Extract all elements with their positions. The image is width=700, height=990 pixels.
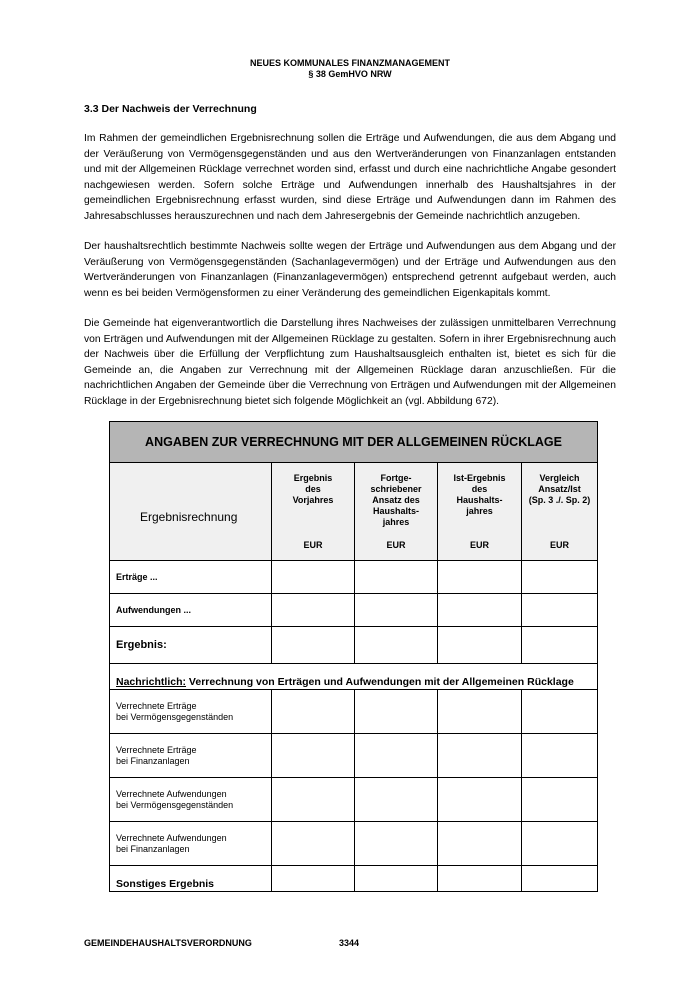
column-unit: EUR: [303, 540, 323, 550]
row-label-ertraege: Erträge ...: [110, 561, 272, 594]
table-cell: [438, 734, 522, 778]
table-cell: [272, 734, 355, 778]
table-cell: [438, 690, 522, 734]
row-label-ergebnis: Ergebnis:: [110, 627, 272, 664]
verrechnung-table: [109, 421, 598, 892]
paragraph-1: Im Rahmen der gemeindlichen Ergebnisrechnung sollen die Erträge und Aufwendungen, die aus dem Abgang und der Veräußerung von Vermögensgegenständen und aus den Wertveränderungen von Finanzanlagen entstanden und mit der Allgemeinen Rücklage verrechnet worden sind, erfasst und durch eine nachrichtliche Angabe gesondert nachgewiesen werden. Sofern solche Erträge und Aufwendungen innerhalb des Haushaltsjahres in der gemeindlichen Ergebnisrechnung erfasst wurden, sind diese Erträge und Aufwendungen dann im Rahmen des Jahresabschlusses herauszurechnen und nach dem Jahresergebnis der Gemeinde nachrichtlich anzugeben.: [84, 133, 616, 222]
table-row-verrechnet-ertraege-vermoegen: [110, 690, 598, 734]
table-cell: [522, 594, 598, 627]
table-cell: [438, 594, 522, 627]
header-line-2: § 38 GemHVO NRW: [308, 69, 392, 79]
table-cell: [522, 627, 598, 664]
column-unit: EUR: [386, 540, 406, 550]
table-row-sonstiges: [110, 866, 598, 892]
table-row-verrechnet-aufwendungen-finanz: [110, 822, 598, 866]
column-header-vorjahr: Ergebnis des Vorjahres EUR: [272, 463, 355, 561]
table-cell: [522, 822, 598, 866]
table-header-row: [110, 463, 598, 561]
row-label-verrechnet: Verrechnete Erträge bei Vermögensgegenständen: [110, 690, 272, 734]
row-label-aufwendungen: Aufwendungen ...: [110, 594, 272, 627]
header-line-1: NEUES KOMMUNALES FINANZMANAGEMENT: [250, 58, 450, 68]
column-unit: EUR: [469, 540, 489, 550]
table-cell: [272, 822, 355, 866]
table-cell: [438, 866, 522, 892]
column-header-ist: Ist-Ergebnis des Haushalts- jahres EUR: [438, 463, 522, 561]
table-row-verrechnet-ertraege-finanz: [110, 734, 598, 778]
table-cell: [522, 690, 598, 734]
table-cell: [272, 866, 355, 892]
column-header-vergleich: Vergleich Ansatz/Ist (Sp. 3 ./. Sp. 2) EUR: [522, 463, 598, 561]
table-cell: [355, 822, 438, 866]
page-header: [0, 58, 700, 80]
nachrichtlich-text: Verrechnung von Erträgen und Aufwendungen mit der Allgemeinen Rücklage: [186, 676, 574, 688]
table-cell: [355, 734, 438, 778]
table-cell: [438, 561, 522, 594]
table-cell: [522, 866, 598, 892]
table-cell: [272, 594, 355, 627]
table-cell: [355, 561, 438, 594]
column-header-ansatz: Fortge- schriebener Ansatz des Haushalts- jahres EUR: [355, 463, 438, 561]
row-label-verrechnet: Verrechnete Aufwendungen bei Vermögensgegenständen: [110, 778, 272, 822]
table-cell: [355, 690, 438, 734]
table-cell: [355, 778, 438, 822]
column-unit: EUR: [550, 540, 570, 550]
row-label-sonstiges: Sonstiges Ergebnis: [110, 866, 272, 892]
table-cell: [355, 594, 438, 627]
table-cell: [438, 627, 522, 664]
section-title: 3.3 Der Nachweis der Verrechnung: [84, 103, 257, 115]
page-number: 3344: [339, 938, 360, 948]
paragraph-3: Die Gemeinde hat eigenverantwortlich die Darstellung ihres Nachweises der zulässigen unmittelbaren Verrechnung von Erträgen und Aufwendungen mit der Allgemeinen Rücklage zu gestalten. Sofern in ihrer Ergebnisrechnung auch der Nachweis über die Erfüllung der Verpflichtung zum Haushaltsausgleich enthalten ist, bietet es sich für die Gemeinde an, die Angaben zur Verrechnung mit der Allgemeinen Rücklage daran anzuschließen. Für die nachrichtlichen Angaben der Gemeinde über die Verrechnung von Erträgen und Aufwendungen mit der Allgemeinen Rücklage in der Ergebnisrechnung bietet sich folgende Möglichkeit an (vgl. Abbildung 672).: [84, 318, 616, 407]
table-cell: [355, 627, 438, 664]
footer-title: GEMEINDEHAUSHALTSVERORDNUNG: [84, 938, 252, 948]
table-cell: [272, 778, 355, 822]
nachrichtlich-prefix: Nachrichtlich:: [116, 676, 187, 688]
table-cell: [272, 627, 355, 664]
paragraph-2: Der haushaltsrechtlich bestimmte Nachweis sollte wegen der Erträge und Aufwendungen aus dem Abgang und der Veräußerung von Vermögensgegenständen (Sachanlagevermögen) und der Erträge und Aufwendungen aus den Wertveränderungen von Finanzanlagen (Finanzanlagevermögen) entsprechend getrennt aufgebaut werden, auch wenn es bei beiden Vermögensformen zu einer Veränderung des gemeindlichen Eigenkapitals kommt.: [84, 241, 616, 299]
row-label-verrechnet: Verrechnete Aufwendungen bei Finanzanlagen: [110, 822, 272, 866]
table-title: ANGABEN ZUR VERRECHNUNG MIT DER ALLGEMEINEN RÜCKLAGE: [110, 422, 598, 463]
table-cell: [522, 734, 598, 778]
table-row-ergebnis: [110, 627, 598, 664]
row-header-label: Ergebnisrechnung: [110, 463, 272, 561]
table-cell: [272, 561, 355, 594]
nachrichtlich-heading: [110, 664, 598, 690]
table-row-aufwendungen: [110, 594, 598, 627]
table-cell: [438, 778, 522, 822]
table-cell: [355, 866, 438, 892]
table-cell: [522, 778, 598, 822]
table-row-verrechnet-aufwendungen-vermoegen: [110, 778, 598, 822]
table-cell: [438, 822, 522, 866]
table-cell: [522, 561, 598, 594]
row-label-verrechnet: Verrechnete Erträge bei Finanzanlagen: [110, 734, 272, 778]
table-cell: [272, 690, 355, 734]
table-row-ertraege: [110, 561, 598, 594]
